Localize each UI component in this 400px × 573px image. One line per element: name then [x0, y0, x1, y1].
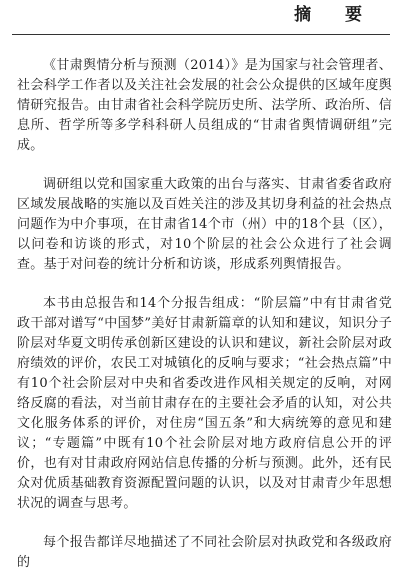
- paragraph-conclusion: 每个报告都详尽地描述了不同社会阶层对执政党和各级政府的: [17, 535, 392, 570]
- abstract-body: [17, 56, 392, 573]
- header-rule: [12, 34, 390, 35]
- paragraph-structure: 本书由总报告和14个分报告组成：“阶层篇”中有甘肃省党政干部对谱写“中国梦”美好甘肃新篇章的认知和建议，知识分子阶层对华夏文明传承创新区建设的认识和建议，新社会阶层对政府绩效的评价，农民工对城镇化的反响与要求；“社会热点篇”中有10个社会阶层对中央和省委改进作风相关规定的反响，对网络反腐的看法，对当前甘肃存在的主要社会矛盾的认知，对公共文化服务体系的评价，对住房“国五条”和大病统筹的意见和建议；“专题篇”中既有10个社会阶层对地方政府信息公开的评价，也有对甘肃政府网站信息传播的分析与预测。此外，还有民众对优质基础教育资源配置问题的认识，以及对甘肃青少年思想状况的调查与思考。: [17, 296, 392, 511]
- paragraph-intro: 《甘肃舆情分析与预测（2014）》是为国家与社会管理者、社会科学工作者以及关注社会发展的社会公众提供的区域年度舆情研究报告。由甘肃省社会科学院历史所、法学所、政治所、信息所、哲学所等多学科科研人员组成的“甘肃省舆情调研组”完成。: [17, 58, 392, 153]
- page-title: 摘 要: [294, 5, 376, 25]
- paragraph-method: 调研组以党和国家重大政策的出台与落实、甘肃省委省政府区域发展战略的实施以及百姓关注的涉及其切身利益的社会热点问题作为中介事项，在甘肃省14个市（州）中的18个县（区），以问卷和访谈的形式，对10个阶层的社会公众进行了社会调查。基于对问卷的统计分析和访谈，形成系列舆情报告。: [17, 177, 392, 272]
